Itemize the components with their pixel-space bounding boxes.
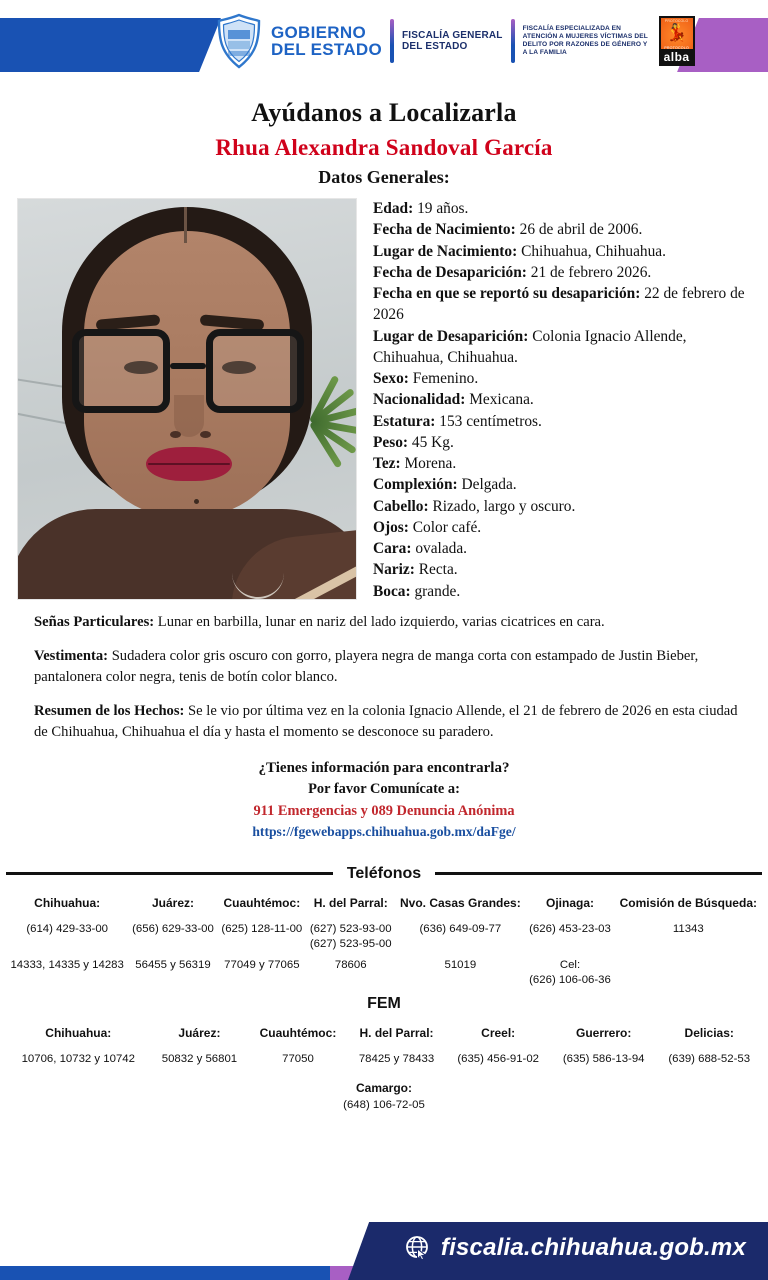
camargo-phone: (648) 106-72-05 <box>343 1099 425 1112</box>
fact-row <box>373 262 752 283</box>
fact-value: Delgada. <box>461 476 517 494</box>
fact-label: Boca: <box>373 582 411 600</box>
fact-value: Morena. <box>404 455 457 472</box>
fact-row <box>373 368 752 389</box>
fact-row <box>373 326 752 369</box>
phone-cell: 50832 y 56801 <box>161 1053 238 1066</box>
fact-label: Ojos: <box>373 518 409 536</box>
col-header: Ojinaga: <box>545 895 594 910</box>
poster-footer <box>0 1208 768 1280</box>
col-header: Chihuahua: <box>34 895 101 910</box>
fact-label: Complexión: <box>373 476 458 494</box>
col-header: Cuauhtémoc: <box>259 1025 337 1040</box>
fact-label: Sexo: <box>373 370 409 387</box>
col-header: Chihuahua: <box>45 1025 112 1040</box>
title-block <box>0 98 768 188</box>
emergency-numbers[interactable]: 911 Emergencias y 089 Denuncia Anónima <box>253 802 515 819</box>
alba-wordmark: alba <box>661 49 693 64</box>
col-header: Creel: <box>481 1025 516 1040</box>
fact-value: ovalada. <box>415 540 468 557</box>
fact-label: Peso: <box>373 433 409 451</box>
fact-row <box>373 517 752 538</box>
fact-row <box>373 538 752 559</box>
poster-header <box>0 0 768 92</box>
phone-cell: Cel: (626) 106-06-36 <box>529 958 611 986</box>
table-row <box>6 1049 762 1070</box>
photo-column <box>17 198 357 602</box>
fem-title: FEM <box>367 994 401 1012</box>
fact-row <box>373 389 752 410</box>
fact-row <box>373 411 752 432</box>
resumen-hechos-label: Resumen de los Hechos: <box>34 703 185 720</box>
resumen-hechos-paragraph <box>34 701 742 743</box>
description-paragraphs <box>0 612 768 744</box>
fiscalia-line-1: FISCALÍA GENERAL <box>402 29 503 41</box>
phone-cell: (625) 128-11-00 <box>221 923 303 936</box>
phone-cell: 78425 y 78433 <box>358 1053 435 1066</box>
fact-row <box>373 559 752 580</box>
table-row <box>6 919 762 955</box>
col-header: Nvo. Casas Grandes: <box>399 895 521 910</box>
footer-blue-strip <box>0 1266 330 1280</box>
globe-cursor-icon <box>405 1235 431 1261</box>
footer-website-url[interactable]: fiscalia.chihuahua.gob.mx <box>440 1234 746 1261</box>
vestimenta-text: Sudadera color gris oscuro con gorro, playera negra de manga corta con estampado de Justin Bieber, pantalonera color negra, tenis de botín color blanco. <box>34 647 699 686</box>
section-title-datos-generales: Datos Generales: <box>318 167 450 187</box>
report-url-link[interactable]: https://fgewebapps.chihuahua.gob.mx/daFge/ <box>252 824 516 840</box>
phone-cell: 10706, 10732 y 10742 <box>21 1053 135 1066</box>
alba-top-text: PROTOCOLO <box>664 19 689 23</box>
fact-label: Lugar de Nacimiento: <box>373 242 518 260</box>
phones-table-general <box>6 893 762 991</box>
table-row <box>6 955 762 991</box>
senas-particulares-label: Señas Particulares: <box>34 613 155 630</box>
fiscalia-general-wordmark <box>402 30 503 53</box>
fiscalia-line-2: DEL ESTADO <box>402 41 468 52</box>
contact-block <box>0 757 768 843</box>
senas-particulares-text: Lunar en barbilla, lunar en nariz del lado izquierdo, varias cicatrices en cara. <box>154 613 605 630</box>
table-header-row <box>6 1023 762 1050</box>
fact-value: Recta. <box>418 561 458 579</box>
phones-title: Teléfonos <box>346 864 422 882</box>
vestimenta-label: Vestimenta: <box>34 647 109 664</box>
col-header: H. del Parral: <box>313 895 388 910</box>
phone-cell: (626) 453-23-03 <box>529 923 611 936</box>
fact-value: Rizado, largo y oscuro. <box>432 497 576 515</box>
col-header: Juárez: <box>178 1025 221 1040</box>
missing-person-photo <box>17 198 357 600</box>
fact-value: 26 de abril de 2006. <box>519 221 643 239</box>
fact-row <box>373 581 752 602</box>
divider-bar-1 <box>390 19 394 63</box>
col-header: Cuauhtémoc: <box>223 895 301 910</box>
contact-question: ¿Tienes información para encontrarla? <box>258 759 510 776</box>
main-content <box>0 198 768 602</box>
phones-heading <box>6 865 762 883</box>
fact-row <box>373 496 752 517</box>
missing-person-name: Rhua Alexandra Sandoval García <box>215 135 553 160</box>
fact-label: Lugar de Desaparición: <box>373 327 529 345</box>
fact-row <box>373 474 752 495</box>
fact-label: Nariz: <box>373 561 415 579</box>
alba-figures-icon: 💃 <box>666 23 688 42</box>
divider-bar-2 <box>511 19 515 63</box>
fact-row <box>373 283 752 326</box>
fact-value: Mexicana. <box>469 391 534 409</box>
heading-rule-left <box>6 872 333 875</box>
col-header: Delicias: <box>684 1025 734 1040</box>
fact-label: Fecha de Nacimiento: <box>373 221 516 239</box>
fact-label: Fecha de Desaparición: <box>373 263 527 281</box>
phone-cell: 78606 <box>334 958 367 971</box>
fact-label: Cara: <box>373 540 412 557</box>
gobierno-line-2: DEL ESTADO <box>271 40 382 59</box>
fact-value: 22 de febrero de 2026 <box>373 285 745 324</box>
fact-value: 153 centímetros. <box>439 412 542 430</box>
fact-value: Chihuahua, Chihuahua. <box>521 242 666 260</box>
fact-row <box>373 432 752 453</box>
page-title: Ayúdanos a Localizarla <box>251 98 517 127</box>
phone-cell: 14333, 14335 y 14283 <box>10 958 124 971</box>
phone-cell: 51019 <box>444 958 477 971</box>
fact-value: Color café. <box>412 518 482 536</box>
alba-sub-text: PROTOCOLO <box>664 46 689 50</box>
fact-label: Fecha en que se reportó su desaparición: <box>373 285 641 302</box>
phone-cell: 56455 y 56319 <box>135 958 211 971</box>
contact-please-call: Por favor Comunícate a: <box>308 781 460 798</box>
fact-value: 45 Kg. <box>411 433 454 451</box>
camargo-block <box>6 1080 762 1114</box>
heading-rule-right <box>435 872 762 875</box>
phone-cell: (635) 456-91-02 <box>457 1053 539 1066</box>
fact-value: 19 años. <box>417 200 469 217</box>
gobierno-del-estado-wordmark <box>271 24 382 59</box>
phones-table-fem <box>6 1023 762 1070</box>
phone-cell: 11343 <box>672 923 704 936</box>
phone-cell: (635) 586-13-94 <box>562 1053 645 1066</box>
fact-row <box>373 219 752 240</box>
header-blue-shape <box>0 18 221 72</box>
fact-row <box>373 453 752 474</box>
fact-value: Colonia Ignacio Allende, Chihuahua, Chihuahua. <box>373 327 687 366</box>
phone-cell: (627) 523-93-00 (627) 523-95-00 <box>309 923 392 951</box>
phone-cell: (614) 429-33-00 <box>26 923 109 936</box>
resumen-hechos-text: Se le vio por última vez en la colonia Ignacio Allende, el 21 de febrero de 2026 en esta ciudad de Chihuahua, Chihuahua el día y hasta el momento se desconoce su paradero. <box>34 703 738 741</box>
fact-label: Cabello: <box>373 497 429 515</box>
phone-cell: (639) 688-52-53 <box>668 1053 751 1066</box>
fact-value: grande. <box>414 582 461 600</box>
phone-cell <box>615 955 762 991</box>
vestimenta-paragraph <box>34 646 742 688</box>
protocolo-alba-logo <box>659 16 695 66</box>
facts-list <box>357 198 752 602</box>
col-header: Juárez: <box>151 895 194 910</box>
fact-row <box>373 241 752 262</box>
fact-label: Tez: <box>373 455 401 472</box>
phone-cell: 77049 y 77065 <box>224 958 300 971</box>
col-header: Comisión de Búsqueda: <box>619 895 757 910</box>
fact-row <box>373 198 752 219</box>
chihuahua-state-shield-icon <box>215 13 263 69</box>
phone-cell: 77050 <box>282 1053 314 1066</box>
fact-label: Estatura: <box>373 412 436 430</box>
senas-particulares-paragraph <box>34 612 742 633</box>
fact-value: Femenino. <box>412 370 479 387</box>
fiscalia-especializada-text: FISCALÍA ESPECIALIZADA EN ATENCIÓN A MUJERES VÍCTIMAS DEL DELITO POR RAZONES DE GÉNERO Y A LA FAMILIA <box>522 24 648 57</box>
fact-value: 21 de febrero 2026. <box>530 263 652 281</box>
col-header: H. del Parral: <box>359 1025 434 1040</box>
phones-section <box>0 865 768 1114</box>
fact-label: Nacionalidad: <box>373 391 466 409</box>
gobierno-line-1: GOBIERNO <box>271 22 366 42</box>
fact-label: Edad: <box>373 200 414 217</box>
phone-cell: (656) 629-33-00 <box>132 923 214 936</box>
camargo-label: Camargo: <box>355 1080 412 1095</box>
col-header: Guerrero: <box>576 1025 632 1040</box>
table-header-row <box>6 893 762 920</box>
phone-cell: (636) 649-09-77 <box>419 923 502 936</box>
